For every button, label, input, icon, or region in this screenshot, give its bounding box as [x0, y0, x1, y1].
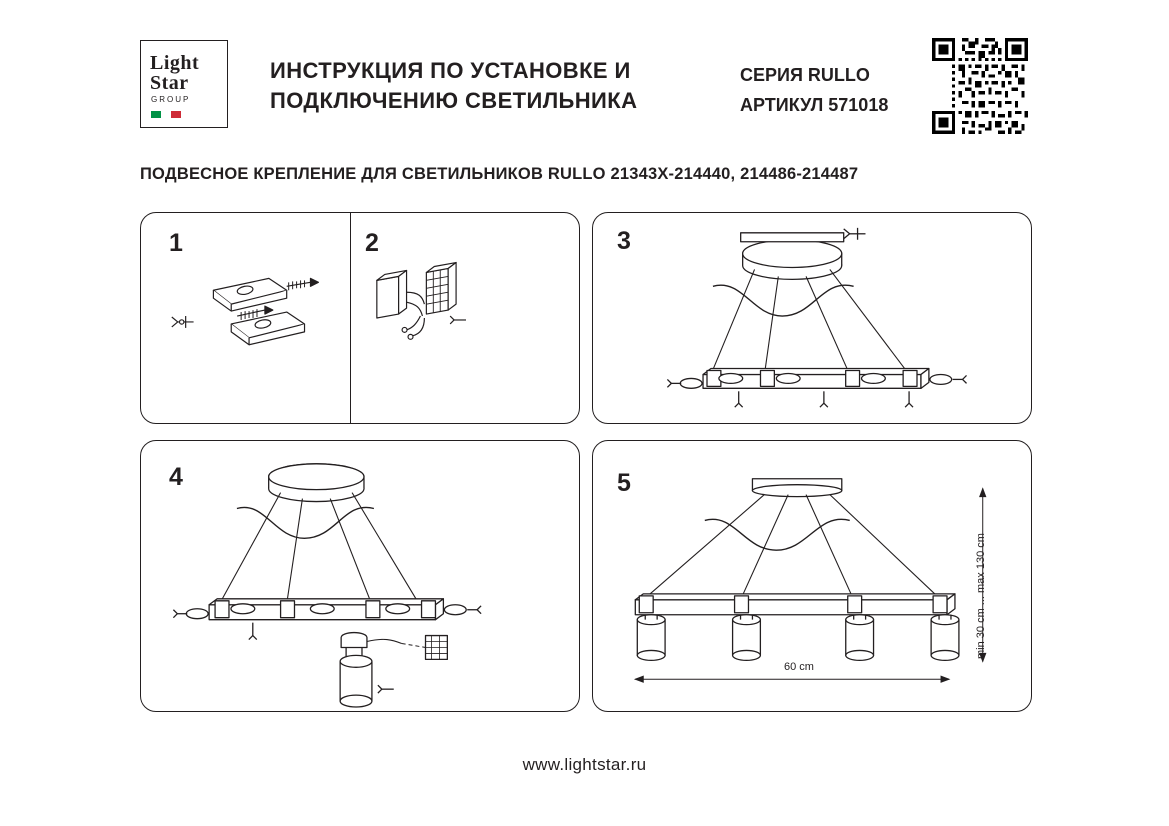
step-panel-5 [592, 440, 1032, 712]
figure-step-4 [141, 441, 579, 711]
logo-line-2: Star [150, 71, 189, 94]
figure-step-1-2 [141, 213, 579, 423]
step-panel-1-2 [140, 212, 580, 424]
figure-step-3 [593, 213, 1031, 423]
logo-line-1: Light [150, 51, 200, 74]
step-number-5: 5 [617, 469, 631, 497]
series-info [740, 60, 940, 120]
italy-flag-icon [151, 111, 181, 118]
step-number-4: 4 [169, 463, 183, 491]
height-dimension-label: min 30 cm ... max 130 cm [975, 533, 987, 659]
step-number-3: 3 [617, 227, 631, 255]
logo-line-3: GROUP [151, 94, 191, 104]
lightstar-logo [140, 40, 228, 128]
article-label: АРТИКУЛ 571018 [740, 95, 889, 115]
footer-website[interactable]: www.lightstar.ru [522, 755, 647, 774]
step-number-1: 1 [169, 229, 183, 257]
document-title [270, 56, 710, 116]
section-subtitle: ПОДВЕСНОЕ КРЕПЛЕНИЕ ДЛЯ СВЕТИЛЬНИКОВ RULLO 21343X-214440, 214486-214487 [140, 165, 859, 183]
width-dimension-label: 60 cm [778, 661, 820, 673]
step-panel-4 [140, 440, 580, 712]
step-number-2: 2 [365, 229, 379, 257]
title-line-2: ПОДКЛЮЧЕНИЮ СВЕТИЛЬНИКА [270, 88, 638, 113]
title-line-1: ИНСТРУКЦИЯ ПО УСТАНОВКЕ И [270, 58, 631, 83]
qr-code-icon [932, 38, 1028, 134]
header [140, 38, 1030, 134]
step-panel-3 [592, 212, 1032, 424]
series-label: СЕРИЯ RULLO [740, 65, 870, 85]
